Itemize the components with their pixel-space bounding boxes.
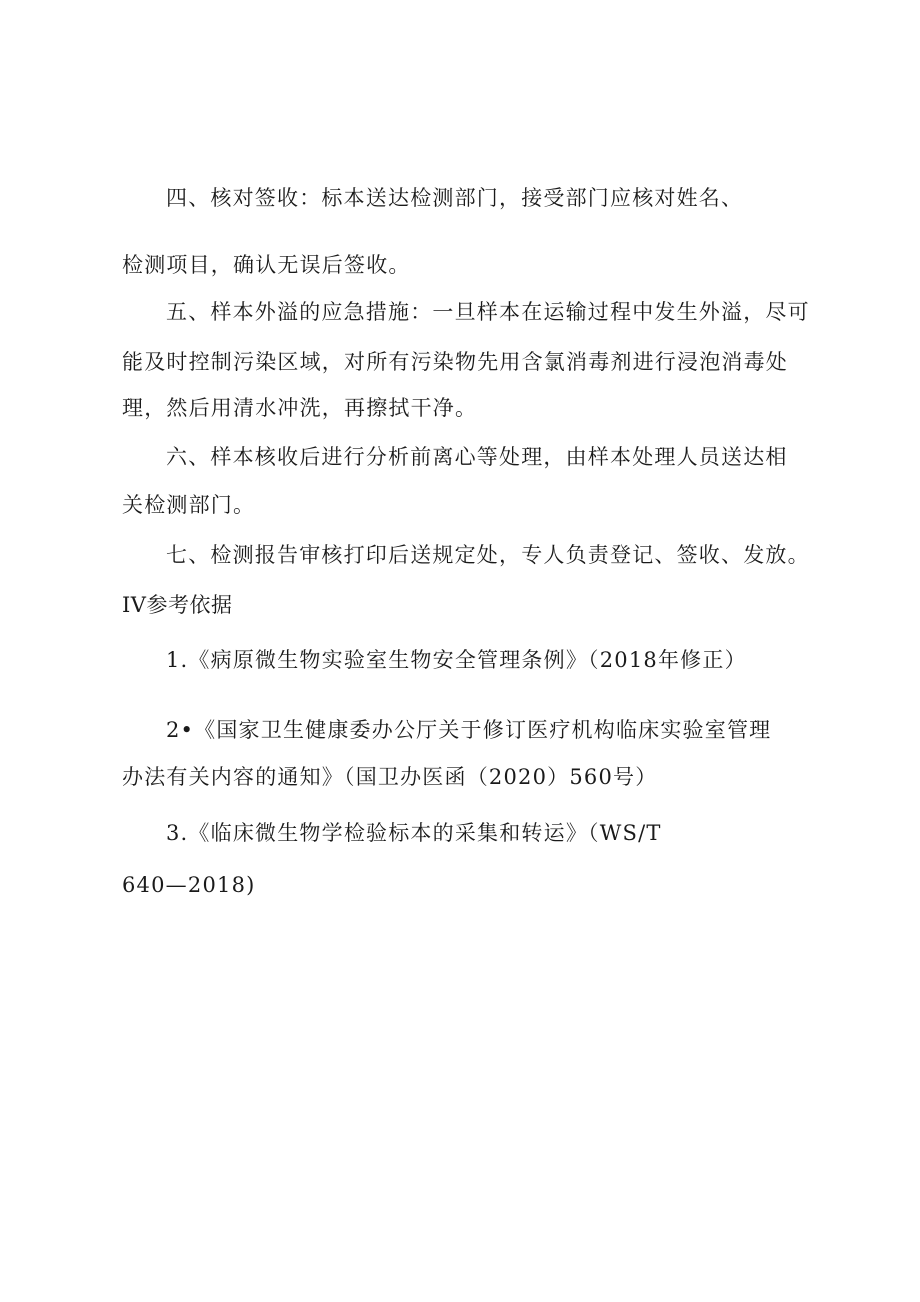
reference-2-line-1: 2•《国家卫生健康委办公厅关于修订医疗机构临床实验室管理 [166, 718, 772, 742]
reference-1: 1.《病原微生物实验室生物安全管理条例》（2018年修正） [166, 648, 747, 672]
reference-2-line-2: 办法有关内容的通知》（国卫办医函（2020）560号） [122, 765, 658, 789]
references-heading: IV参考依据 [122, 593, 233, 617]
section-4-line-1: 四、核对签收：标本送达检测部门，接受部门应核对姓名、 [166, 186, 744, 210]
section-7-line-1: 七、检测报告审核打印后送规定处，专人负责登记、签收、发放。 [166, 543, 810, 567]
section-6-line-1: 六、样本核收后进行分析前离心等处理，由样本处理人员送达相 [166, 445, 788, 469]
reference-3-line-1: 3.《临床微生物学检验标本的采集和转运》（WS/T [166, 821, 662, 845]
section-5-line-3: 理，然后用清水冲洗，再擦拭干净。 [122, 396, 478, 420]
section-5-line-2: 能及时控制污染区域，对所有污染物先用含氯消毒剂进行浸泡消毒处 [122, 350, 788, 374]
section-6-line-2: 关检测部门。 [122, 493, 256, 517]
section-5-line-1: 五、样本外溢的应急措施：一旦样本在运输过程中发生外溢，尽可 [166, 300, 810, 324]
section-4-line-2: 检测项目，确认无误后签收。 [122, 253, 411, 277]
reference-3-line-2: 640—2018) [122, 873, 256, 897]
